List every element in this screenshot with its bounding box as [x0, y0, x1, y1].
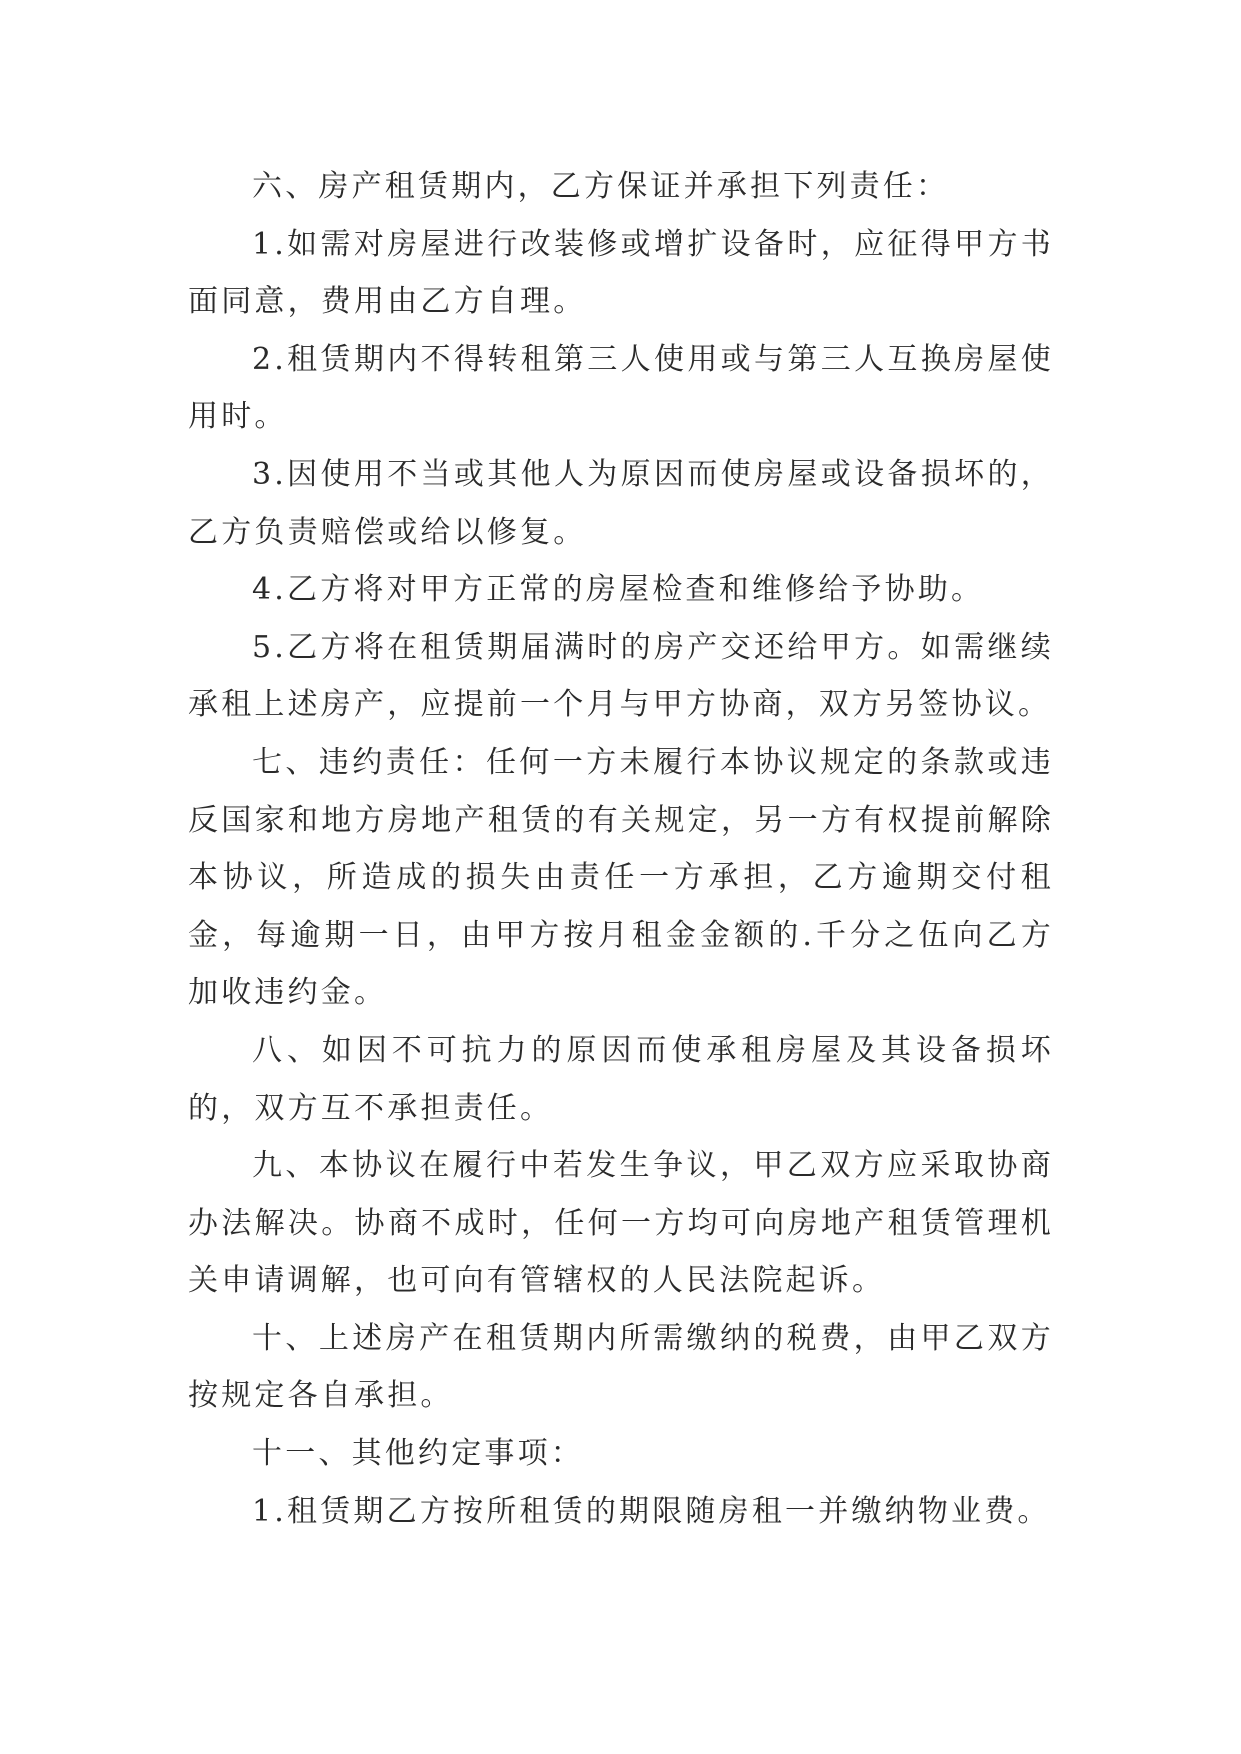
clause-six-item-2: 2.租赁期内不得转租第三人使用或与第三人互换房屋使用时。: [188, 341, 1054, 435]
clause-six-item-5: 5.乙方将在租赁期届满时的房产交还给甲方。如需继续承租上述房产，应提前一个月与甲方协商，双方另签协议。: [188, 629, 1054, 723]
clause-six-item-3: 3.因使用不当或其他人为原因而使房屋或设备损坏的，乙方负责赔偿或给以修复。: [188, 456, 1054, 550]
clause-six-item-4: 4.乙方将对甲方正常的房屋检查和维修给予协助。: [252, 572, 985, 608]
document-page: [188, 158, 1054, 1540]
clause-eleven-item-1: 1.租赁期乙方按所租赁的期限随房租一并缴纳物业费。: [252, 1493, 1051, 1529]
clause-eight-force-majeure: 八、如因不可抗力的原因而使承租房屋及其设备损坏的，双方互不承担责任。: [188, 1032, 1054, 1126]
clause-nine-disputes: 九、本协议在履行中若发生争议，甲乙双方应采取协商办法解决。协商不成时，任何一方均可向房地产租赁管理机关申请调解，也可向有管辖权的人民法院起诉。: [188, 1148, 1054, 1299]
clause-six-item-1: 1.如需对房屋进行改装修或增扩设备时，应征得甲方书面同意，费用由乙方自理。: [188, 226, 1054, 320]
clause-ten-taxes: 十、上述房产在租赁期内所需缴纳的税费，由甲乙双方按规定各自承担。: [188, 1320, 1054, 1414]
clause-eleven-heading: 十一、其他约定事项：: [252, 1436, 584, 1472]
clause-seven-breach: 七、违约责任：任何一方未履行本协议规定的条款或违反国家和地方房地产租赁的有关规定，另一方有权提前解除本协议，所造成的损失由责任一方承担，乙方逾期交付租金，每逾期一日，由甲方按月租金金额的.千分之伍向乙方加收违约金。: [188, 744, 1054, 1011]
clause-six-heading: 六、房产租赁期内，乙方保证并承担下列责任：: [252, 169, 950, 204]
